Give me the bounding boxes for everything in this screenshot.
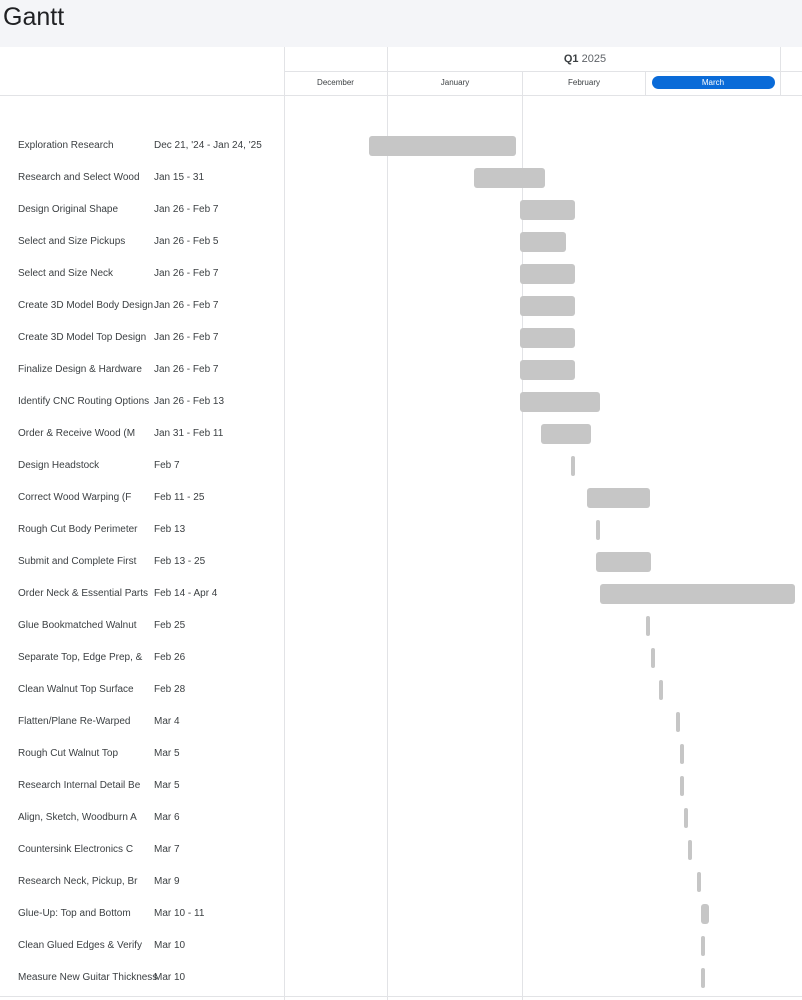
task-bar[interactable] [596,552,651,572]
task-dates: Jan 26 - Feb 7 [154,300,219,311]
task-dates: Feb 14 - Apr 4 [154,588,218,599]
task-bar[interactable] [600,584,795,604]
task-milestone[interactable] [571,456,575,476]
task-dates: Mar 6 [154,812,180,823]
quarter-year: 2025 [581,53,607,65]
month-label: March [652,76,775,89]
task-milestone[interactable] [659,680,663,700]
top-bar [0,0,802,47]
month-label: December [317,78,354,87]
task-dates: Jan 26 - Feb 7 [154,204,219,215]
task-milestone[interactable] [680,776,684,796]
task-bar[interactable] [520,296,575,316]
task-row[interactable] [0,450,802,482]
task-row[interactable] [0,386,802,418]
bottom-divider [0,996,802,997]
task-row[interactable] [0,322,802,354]
month-label: February [567,78,600,87]
task-milestone[interactable] [684,808,688,828]
quarter-label [388,47,782,71]
task-row[interactable] [0,930,802,962]
task-row[interactable] [0,674,802,706]
task-row[interactable] [0,162,802,194]
task-milestone[interactable] [676,712,680,732]
task-row[interactable] [0,642,802,674]
task-row[interactable] [0,546,802,578]
month-january[interactable] [388,72,522,94]
task-milestone[interactable] [697,872,701,892]
task-milestone[interactable] [701,968,705,988]
task-row[interactable] [0,194,802,226]
task-row[interactable] [0,290,802,322]
task-dates: Mar 10 - 11 [154,908,205,919]
task-dates: Mar 9 [154,876,180,887]
task-dates: Dec 21, '24 - Jan 24, '25 [154,140,262,151]
task-name[interactable]: Glue-Up: Top and Bottom [18,908,131,919]
task-dates: Mar 4 [154,716,180,727]
task-bar[interactable] [587,488,650,508]
task-row[interactable] [0,258,802,290]
task-bar[interactable] [474,168,545,188]
task-name[interactable]: Finalize Design & Hardware [18,364,142,375]
timeline-header [0,47,802,96]
task-name[interactable]: Order Neck & Essential Parts [18,588,149,599]
task-row[interactable] [0,866,802,898]
task-milestone[interactable] [701,936,705,956]
task-bar[interactable] [520,328,575,348]
task-name[interactable]: Countersink Electronics C [18,844,134,855]
task-name[interactable]: Glue Bookmatched Walnut [18,620,137,631]
task-dates: Feb 26 [154,652,186,663]
task-row[interactable] [0,226,802,258]
task-dates: Mar 5 [154,780,180,791]
task-row[interactable] [0,514,802,546]
task-milestone[interactable] [688,840,692,860]
task-dates: Jan 26 - Feb 5 [154,236,219,247]
task-name[interactable]: Align, Sketch, Woodburn A [18,812,137,823]
task-dates: Feb 13 - 25 [154,556,206,567]
task-bar[interactable] [520,264,575,284]
task-row[interactable] [0,578,802,610]
task-row[interactable] [0,354,802,386]
task-bar[interactable] [520,232,566,252]
task-name[interactable]: Select and Size Neck [18,268,114,279]
task-name[interactable]: Create 3D Model Top Design [18,332,147,343]
task-row[interactable] [0,738,802,770]
task-row[interactable] [0,130,802,162]
task-row[interactable] [0,418,802,450]
task-dates: Jan 26 - Feb 13 [154,396,225,407]
task-dates: Jan 15 - 31 [154,172,205,183]
month-december[interactable] [284,72,387,94]
task-bar[interactable] [541,424,591,444]
task-row[interactable] [0,482,802,514]
task-dates: Feb 28 [154,684,186,695]
task-dates: Feb 25 [154,620,186,631]
task-milestone[interactable] [651,648,655,668]
task-bar[interactable] [520,392,600,412]
month-february[interactable] [523,72,645,94]
task-row[interactable] [0,898,802,930]
month-label: January [440,78,470,87]
grid-line-apr [780,47,781,95]
page-title: Gantt [3,3,65,31]
task-dates: Jan 31 - Feb 11 [154,428,224,439]
task-dates: Jan 26 - Feb 7 [154,268,219,279]
grid-line-mar [645,71,646,95]
task-dates: Mar 5 [154,748,180,759]
task-dates: Jan 26 - Feb 7 [154,364,219,375]
task-name[interactable]: Correct Wood Warping (F [18,492,132,503]
task-milestone[interactable] [596,520,600,540]
task-name[interactable]: Measure New Guitar Thickness [18,972,158,983]
task-name[interactable]: Research Neck, Pickup, Br [18,876,138,887]
task-bar[interactable] [701,904,709,924]
task-milestone[interactable] [646,616,650,636]
task-row[interactable] [0,706,802,738]
task-dates: Mar 10 [154,972,186,983]
task-row[interactable] [0,802,802,834]
task-name[interactable]: Research and Select Wood [18,172,140,183]
task-dates: Feb 13 [154,524,186,535]
task-name[interactable]: Order & Receive Wood (M [18,428,136,439]
task-milestone[interactable] [680,744,684,764]
task-bar[interactable] [369,136,516,156]
quarter-number: Q1 [563,53,579,65]
task-rows [0,95,802,1000]
task-row[interactable] [0,770,802,802]
task-dates: Jan 26 - Feb 7 [154,332,219,343]
task-name[interactable]: Identify CNC Routing Options [18,396,150,407]
task-row[interactable] [0,834,802,866]
task-dates: Feb 7 [154,460,180,471]
task-name[interactable]: Design Headstock [18,460,100,471]
task-bar[interactable] [520,200,575,220]
task-row[interactable] [0,610,802,642]
task-name[interactable]: Separate Top, Edge Prep, & [18,652,143,663]
task-dates: Feb 11 - 25 [154,492,205,503]
task-dates: Mar 7 [154,844,180,855]
task-name[interactable]: Submit and Complete First [18,556,137,567]
month-march[interactable] [646,72,780,94]
task-name[interactable]: Rough Cut Walnut Top [18,748,119,759]
task-name[interactable]: Exploration Research [18,140,114,151]
task-name[interactable]: Select and Size Pickups [18,236,126,247]
task-name[interactable]: Create 3D Model Body Design [18,300,154,311]
task-row[interactable] [0,962,802,994]
task-name[interactable]: Clean Walnut Top Surface [18,684,134,695]
task-name[interactable]: Flatten/Plane Re-Warped [18,716,131,727]
task-name[interactable]: Rough Cut Body Perimeter [18,524,138,535]
task-name[interactable]: Design Original Shape [18,204,119,215]
task-name[interactable]: Clean Glued Edges & Verify [18,940,142,951]
task-name[interactable]: Research Internal Detail Be [18,780,141,791]
task-dates: Mar 10 [154,940,186,951]
task-bar[interactable] [520,360,575,380]
